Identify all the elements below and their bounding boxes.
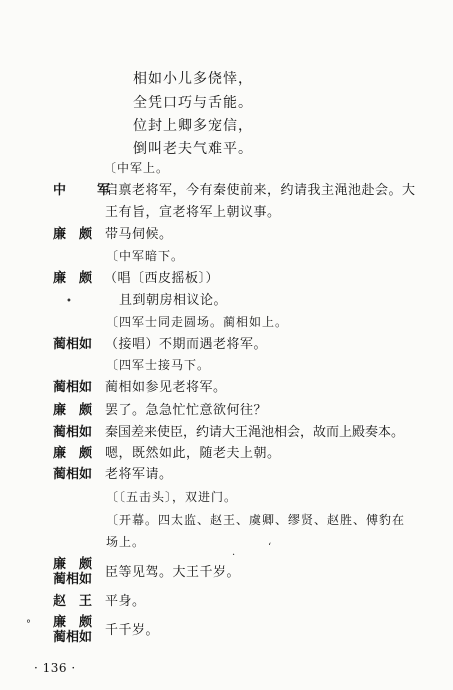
dialogue-line: 平身。	[105, 594, 146, 609]
dialogue-line: 千千岁。	[105, 623, 160, 638]
dialogue-line: 臣等见驾。大王千岁。	[105, 565, 241, 580]
ink-speck: ʻ	[268, 542, 272, 553]
speaker-label: 廉 颇	[53, 271, 93, 286]
dialogue-line: 启禀老将军，今有秦使前来，约请我主渑池赴会。大	[105, 183, 416, 198]
verse-line: 位封上卿多宠信，	[133, 118, 253, 134]
speaker-label: 廉 颇	[53, 557, 93, 572]
dialogue-line: 嗯，既然如此，随老夫上朝。	[105, 446, 281, 461]
dialogue-line: 蔺相如参见老将军。	[105, 380, 227, 395]
dialogue-line: （唱〔西皮摇板〕）	[104, 271, 220, 286]
dialogue-line: 罢了。急急忙忙意欲何往？	[105, 403, 268, 418]
stage-direction: 〔开幕。四太监、赵王、虞卿、缪贤、赵胜、傅豹在	[106, 513, 406, 527]
speaker-label: 廉 颇	[53, 227, 93, 242]
speaker-label: 赵 王	[53, 594, 93, 609]
speaker-label: 蔺相如	[53, 572, 93, 587]
dialogue-line: 带马伺候。	[105, 227, 173, 242]
speaker-label: 蔺相如	[53, 380, 93, 395]
speaker-label: 廉 颇	[53, 403, 93, 418]
page-number: · 136 ·	[34, 661, 76, 675]
dialogue-line: 秦国差来使臣，约请大王渑池相会，故而上殿奏本。	[105, 425, 405, 440]
ink-speck: °	[26, 619, 31, 630]
dialogue-line: 王有旨，宣老将军上朝议事。	[105, 205, 281, 220]
stage-direction: 〔四军士同走圆场。蔺相如上。	[106, 315, 289, 329]
dialogue-line: （接唱）不期而遇老将军。	[105, 337, 268, 352]
stage-direction: 〔四军士接马下。	[106, 358, 211, 372]
speaker-label: 廉 颇	[53, 446, 93, 461]
speaker-label: 中 军	[53, 183, 120, 198]
speaker-label: 蔺相如	[53, 630, 93, 645]
stage-direction: 〔中军上。	[104, 161, 170, 175]
ink-speck: ·	[232, 550, 236, 561]
speaker-label: 蔺相如	[53, 425, 93, 440]
dialogue-line: 且到朝房相议论。	[119, 293, 228, 308]
verse-line: 全凭口巧与舌能。	[133, 95, 253, 111]
dialogue-line: 老将军请。	[105, 467, 173, 482]
stage-direction: 场上。	[106, 535, 146, 549]
stage-direction: 〔〔五击头〕，双进门。	[106, 490, 238, 504]
speaker-label: 蔺相如	[53, 337, 93, 352]
stage-direction: 〔中军暗下。	[106, 249, 185, 263]
speaker-label: 蔺相如	[53, 467, 93, 482]
ink-speck: •	[66, 296, 72, 307]
speaker-label: 廉 颇	[53, 615, 93, 630]
verse-line: 倒叫老夫气难平。	[133, 141, 253, 157]
verse-line: 相如小儿多侥悻，	[133, 71, 253, 87]
